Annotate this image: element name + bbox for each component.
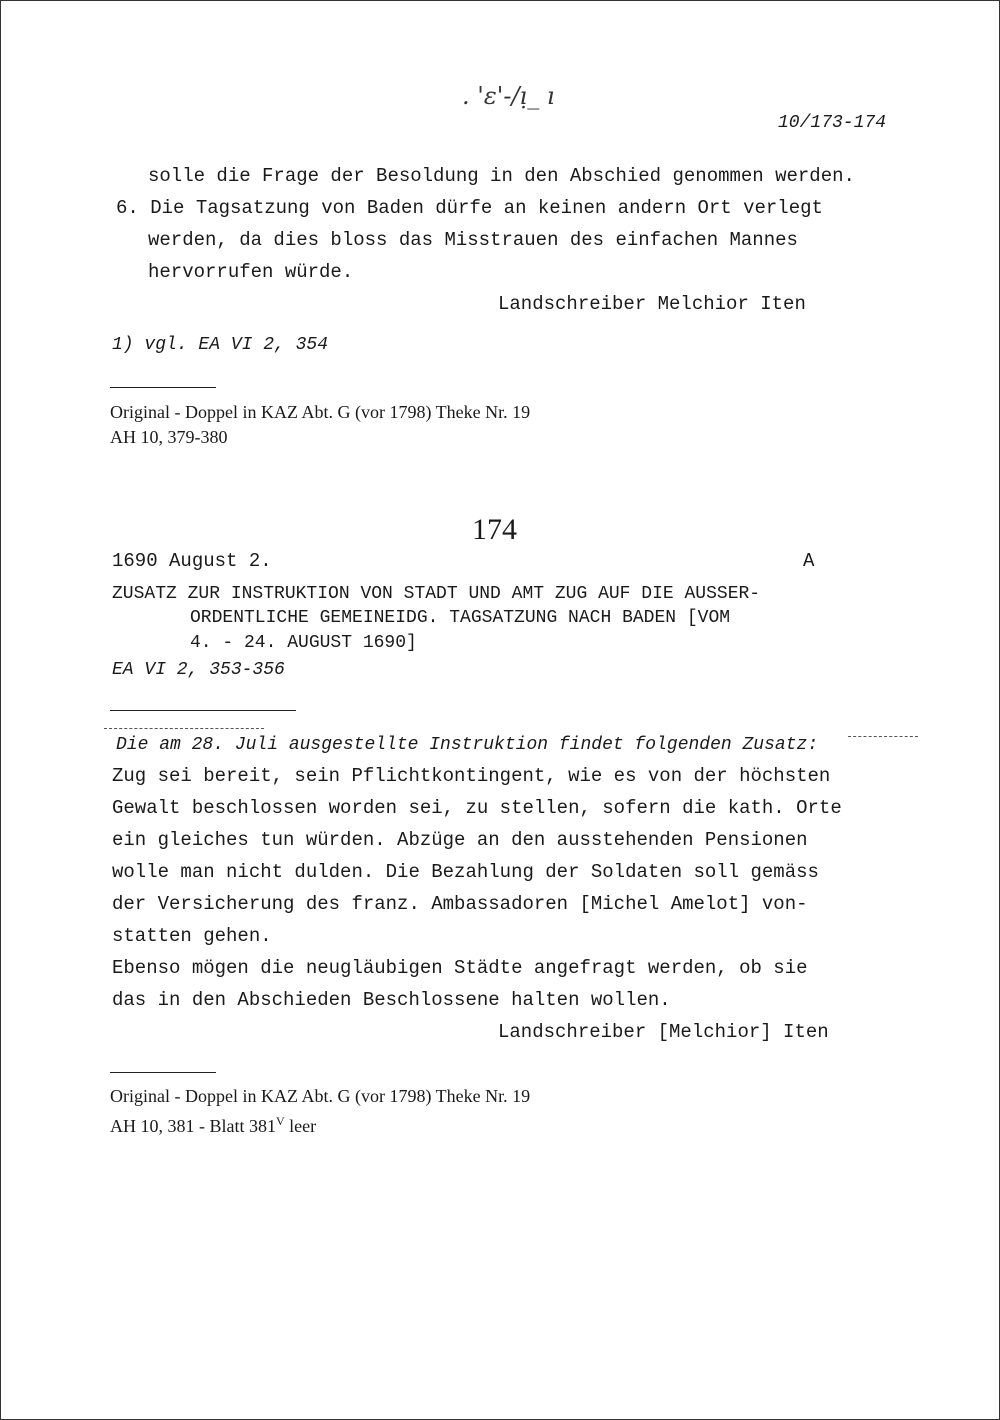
- intro-line: Die am 28. Juli ausgestellte Instruktion findet folgenden Zusatz:: [116, 735, 819, 755]
- body-line: wolle man nicht dulden. Die Bezahlung der Soldaten soll gemäss: [112, 861, 819, 883]
- text-line: werden, da dies bloss das Misstrauen des einfachen Mannes: [148, 229, 798, 251]
- text-line: 6. Die Tagsatzung von Baden dürfe an keinen andern Ort verlegt: [116, 197, 823, 219]
- divider: [110, 1072, 216, 1073]
- source-line: Original - Doppel in KAZ Abt. G (vor 1798) Theke Nr. 19: [110, 402, 531, 422]
- document-number: 174: [472, 513, 517, 546]
- scan-artifact: [104, 728, 264, 729]
- edition-reference: EA VI 2, 353-356: [112, 660, 285, 680]
- body-line: Zug sei bereit, sein Pflichtkontingent, wie es von der höchsten: [112, 765, 831, 787]
- text-line: solle die Frage der Besoldung in den Abschied genommen werden.: [148, 165, 855, 187]
- document-date: 1690 August 2.: [112, 550, 272, 572]
- body-line: der Versicherung des franz. Ambassadoren [Michel Amelot] von-: [112, 893, 808, 915]
- scan-artifact: [848, 736, 918, 737]
- superscript: V: [276, 1114, 285, 1128]
- document-letter: A: [803, 550, 815, 572]
- body-line: statten gehen.: [112, 925, 272, 947]
- body-line: Ebenso mögen die neugläubigen Städte angefragt werden, ob sie: [112, 957, 808, 979]
- title-line: 4. - 24. AUGUST 1690]: [190, 633, 417, 653]
- source-text: AH 10, 381 - Blatt 381: [110, 1116, 276, 1136]
- title-line: ORDENTLICHE GEMEINEIDG. TAGSATZUNG NACH BADEN [VOM: [190, 608, 731, 628]
- body-line: das in den Abschieden Beschlossene halten wollen.: [112, 989, 671, 1011]
- page-reference: 10/173-174: [778, 113, 887, 133]
- signature: Landschreiber Melchior Iten: [498, 293, 806, 315]
- source-line: AH 10, 379-380: [110, 427, 228, 447]
- body-line: Gewalt beschlossen worden sei, zu stellen, sofern die kath. Orte: [112, 797, 842, 819]
- title-line: ZUSATZ ZUR INSTRUKTION VON STADT UND AMT ZUG AUF DIE AUSSER-: [112, 584, 761, 604]
- text-line: hervorrufen würde.: [148, 261, 354, 283]
- source-text: leer: [284, 1116, 317, 1136]
- divider: [110, 387, 216, 388]
- handwritten-mark: . 'ɛ'-/ı̣_ ı: [462, 82, 555, 110]
- source-line: Original - Doppel in KAZ Abt. G (vor 1798) Theke Nr. 19: [110, 1086, 531, 1106]
- footnote: 1) vgl. EA VI 2, 354: [112, 335, 329, 355]
- signature: Landschreiber [Melchior] Iten: [498, 1021, 829, 1043]
- source-line: [110, 1110, 316, 1137]
- divider: [110, 710, 296, 711]
- body-line: ein gleiches tun würden. Abzüge an den ausstehenden Pensionen: [112, 829, 808, 851]
